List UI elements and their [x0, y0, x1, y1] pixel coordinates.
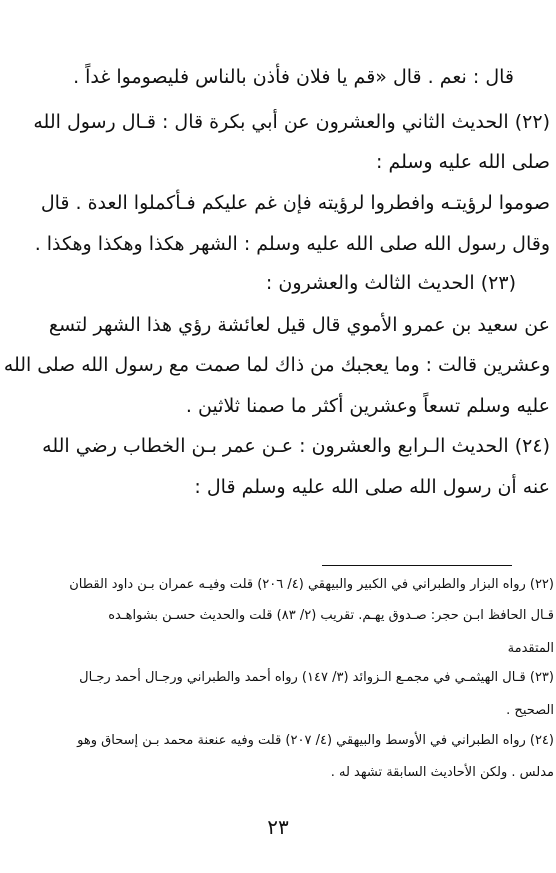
main-text-line: عليه وسلم تسعاً وعشرين أكثر ما صمنا ثلاثين . — [185, 395, 550, 417]
main-text-line: (٢٢) الحديث الثاني والعشرون عن أبي بكرة قال : قـال رسول الله — [33, 111, 550, 133]
main-text-line: قال : نعم . قال «قم يا فلان فأذن بالناس فليصوموا غداً . — [73, 66, 514, 88]
footnote-line: (٢٤) رواه الطبراني في الأوسط والبيهقي (٤/ ٢٠٧) قلت وفيه عنعنة محمد بـن إسحاق وهو — [77, 733, 554, 748]
main-text-line: صوموا لرؤيتـه وافطروا لرؤيته فإن غم عليكم فـأكملوا العدة . قال — [40, 192, 550, 214]
footnote-line: قـال الحافظ ابـن حجر: صـدوق يهـم. تقريب (٢/ ٨٣) قلت والحديث حسـن بشواهـده — [108, 608, 554, 623]
main-text-line: عن سعيد بن عمرو الأموي قال قيل لعائشة رؤي هذا الشهر لتسع — [48, 314, 550, 336]
main-text-line: (٢٤) الحديث الـرابع والعشرون : عـن عمر بـن الخطاب رضي الله — [42, 435, 550, 457]
footnote-line: (٢٣) قـال الهيثمـي في مجمـع الـزوائد (٣/ ١٤٧) رواه أحمد والطبراني ورجـال أحمد رجـال — [79, 670, 554, 685]
footnote-line: مدلس . ولكن الأحاديث السابقة تشهد له . — [330, 765, 554, 780]
main-text-line: وقال رسول الله صلى الله عليه وسلم : الشهر هكذا وهكذا وهكذا . — [34, 233, 550, 255]
main-text-line: وعشرين قالت : وما يعجبك من ذاك لما صمت مع رسول الله صلى الله — [3, 354, 550, 376]
main-text-line: عنه أن رسول الله صلى الله عليه وسلم قال : — [194, 476, 550, 498]
footnote-divider — [322, 565, 512, 566]
page-number: ٢٣ — [267, 815, 289, 839]
footnote-line: الصحيح . — [506, 703, 554, 718]
footnote-line: (٢٢) رواه البزار والطبراني في الكبير والبيهقي (٤/ ٢٠٦) قلت وفيـه عمران بـن داود القطان — [69, 577, 554, 592]
main-text-line: صلى الله عليه وسلم : — [376, 151, 550, 173]
footnote-line: المتقدمة — [507, 641, 554, 656]
main-text-line: (٢٣) الحديث الثالث والعشرون : — [265, 272, 516, 294]
